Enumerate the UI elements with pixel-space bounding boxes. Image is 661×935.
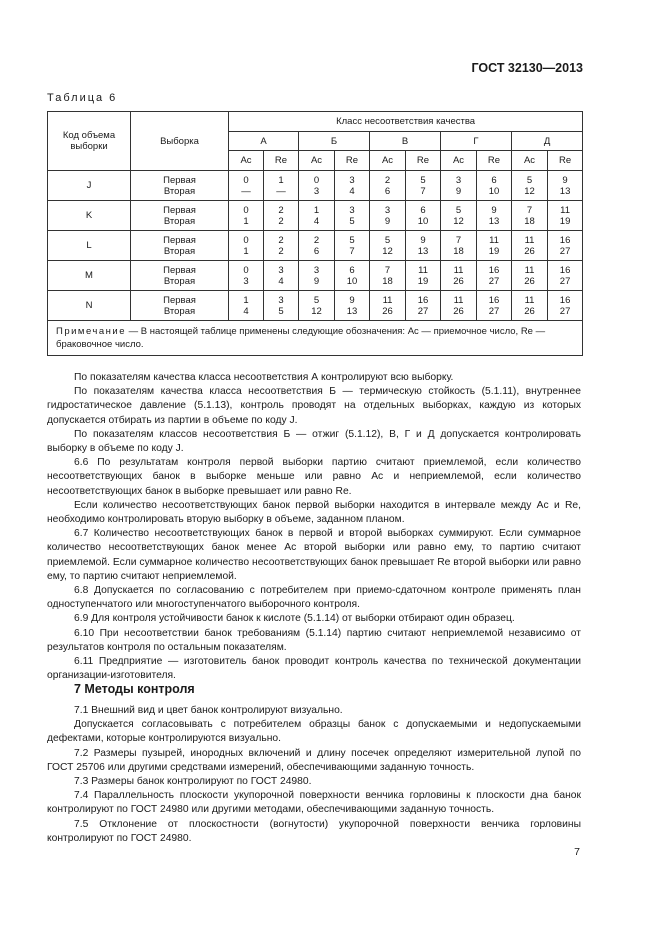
value-first: 5 bbox=[420, 174, 426, 186]
value-second: 1 bbox=[243, 215, 249, 227]
value-second: 18 bbox=[453, 245, 464, 257]
value-first: 0 bbox=[313, 174, 320, 186]
value-second: 26 bbox=[524, 275, 535, 287]
value-first: 5 bbox=[455, 204, 462, 216]
class-header-g: Г bbox=[441, 132, 512, 151]
sample-code-cell: K bbox=[48, 201, 131, 231]
value-cell bbox=[548, 231, 583, 261]
value-second: 12 bbox=[382, 245, 393, 257]
value-second: 27 bbox=[559, 275, 571, 287]
value-cell bbox=[335, 291, 370, 321]
value-first: 1 bbox=[243, 294, 249, 306]
value-first: 16 bbox=[559, 264, 571, 276]
value-first: 3 bbox=[455, 174, 462, 186]
value-second: 26 bbox=[524, 305, 535, 317]
sample-label: Первая bbox=[163, 204, 196, 216]
value-cell bbox=[477, 261, 512, 291]
subheader-ac: Ac bbox=[512, 151, 548, 171]
value-second: 4 bbox=[313, 215, 320, 227]
value-cell bbox=[335, 231, 370, 261]
note-text: — В настоящей таблице применены следующие обозначения: Ac — приемочное число, Re — браковочное число. bbox=[56, 326, 546, 350]
value-first: 16 bbox=[488, 294, 500, 306]
value-first: 11 bbox=[453, 294, 464, 306]
sample-cell bbox=[131, 291, 229, 321]
value-second: 9 bbox=[384, 215, 391, 227]
value-first: 11 bbox=[418, 264, 428, 276]
table-6 bbox=[47, 111, 583, 356]
value-first: 11 bbox=[489, 234, 499, 246]
value-first: 1 bbox=[313, 204, 320, 216]
subheader-ac: Ac bbox=[229, 151, 264, 171]
subheader-re: Re bbox=[477, 151, 512, 171]
class-header-v: В bbox=[370, 132, 441, 151]
value-second: 4 bbox=[278, 275, 284, 287]
value-first: 16 bbox=[488, 264, 500, 276]
paragraph: По показателям качества класса несоответствия Б — термическую стойкость (5.1.11), внутреннее гидростатическое давление (5.1.13), контроль проводят на отдельных выборках, каждую из которых допускается отбирать из партии в объеме по коду J. bbox=[47, 386, 581, 426]
value-second: 26 bbox=[453, 275, 464, 287]
value-cell bbox=[512, 261, 548, 291]
value-second: 1 bbox=[243, 245, 249, 257]
value-cell bbox=[441, 231, 477, 261]
paragraph: Допускается согласовывать с потребителем образцы банок с допускаемыми и недопускаемыми дефектами, которые контролируются визуально. bbox=[47, 719, 581, 745]
value-cell bbox=[264, 291, 299, 321]
value-cell bbox=[406, 201, 441, 231]
value-cell bbox=[299, 201, 335, 231]
value-first: 6 bbox=[491, 174, 497, 186]
value-second: 9 bbox=[455, 185, 462, 197]
value-first: 3 bbox=[349, 204, 355, 216]
value-first: 9 bbox=[562, 174, 568, 186]
value-second: 18 bbox=[524, 215, 535, 227]
value-first: 2 bbox=[313, 234, 320, 246]
value-first: 2 bbox=[384, 174, 391, 186]
subheader-re: Re bbox=[264, 151, 299, 171]
value-second: 4 bbox=[349, 185, 355, 197]
value-second: — bbox=[276, 185, 286, 197]
value-cell bbox=[370, 291, 406, 321]
value-cell bbox=[299, 291, 335, 321]
value-second: 26 bbox=[524, 245, 535, 257]
value-cell bbox=[299, 231, 335, 261]
value-cell bbox=[335, 261, 370, 291]
paragraph: 7.5 Отклонение от плоскостности (вогнутости) укупорочной поверхности венчика горловины контролируют по ГОСТ 24980. bbox=[47, 818, 581, 844]
paragraph: 6.10 При несоответствии банок требованиям (5.1.14) партию считают неприемлемой независимо от результатов контроля по остальным показателям. bbox=[47, 627, 581, 653]
sample-cell bbox=[131, 261, 229, 291]
value-cell bbox=[512, 201, 548, 231]
value-second: 4 bbox=[243, 305, 249, 317]
value-second: 12 bbox=[453, 215, 464, 227]
value-first: 0 bbox=[243, 204, 249, 216]
value-first: 11 bbox=[382, 294, 393, 306]
value-cell bbox=[548, 291, 583, 321]
sample-label: Вторая bbox=[163, 245, 196, 257]
value-second: 3 bbox=[313, 185, 320, 197]
value-first: 3 bbox=[278, 294, 284, 306]
value-first: 2 bbox=[278, 234, 284, 246]
value-first: 7 bbox=[384, 264, 391, 276]
value-second: 6 bbox=[384, 185, 391, 197]
value-cell bbox=[512, 171, 548, 201]
value-first: 5 bbox=[313, 294, 320, 306]
value-second: 13 bbox=[488, 215, 500, 227]
value-cell bbox=[512, 231, 548, 261]
value-first: 16 bbox=[559, 234, 571, 246]
paragraph: По показателям классов несоответствия Б — отжиг (5.1.12), В, Г и Д допускается контролировать выборку в объеме по коду J. bbox=[47, 428, 581, 455]
paragraph: По показателям качества класса несоответствия А контролируют всю выборку. bbox=[74, 372, 454, 383]
table-title: Таблица 6 bbox=[47, 92, 118, 104]
value-second: 19 bbox=[417, 275, 429, 287]
value-second: 27 bbox=[559, 245, 571, 257]
value-cell bbox=[548, 171, 583, 201]
paragraph: 7.2 Размеры пузырей, инородных включений и длину посечек определяют измерительной лупой по ГОСТ 25706 или другими средствами измерений, обеспечивающими заданную точность. bbox=[47, 747, 581, 773]
col-header-sample: Выборка bbox=[131, 112, 229, 171]
value-second: 13 bbox=[417, 245, 429, 257]
value-second: 19 bbox=[559, 215, 571, 227]
value-second: — bbox=[241, 185, 251, 197]
value-first: 16 bbox=[417, 294, 429, 306]
sample-code-cell: J bbox=[48, 171, 131, 201]
value-second: 10 bbox=[346, 275, 358, 287]
sample-code-cell: M bbox=[48, 261, 131, 291]
standard-code: ГОСТ 32130—2013 bbox=[471, 61, 583, 75]
value-first: 16 bbox=[559, 294, 571, 306]
value-cell bbox=[477, 231, 512, 261]
sample-label: Вторая bbox=[163, 305, 196, 317]
value-first: 6 bbox=[420, 204, 426, 216]
value-second: 5 bbox=[349, 215, 355, 227]
subheader-ac: Ac bbox=[441, 151, 477, 171]
value-cell bbox=[264, 171, 299, 201]
value-second: 7 bbox=[420, 185, 426, 197]
value-second: 6 bbox=[313, 245, 320, 257]
value-first: 5 bbox=[384, 234, 391, 246]
value-second: 10 bbox=[417, 215, 429, 227]
subheader-re: Re bbox=[406, 151, 441, 171]
table-row bbox=[48, 201, 583, 231]
value-first: 0 bbox=[243, 264, 249, 276]
value-cell bbox=[370, 201, 406, 231]
paragraph: 6.9 Для контроля устойчивости банок к кислоте (5.1.14) от выборки отбирают один образец. bbox=[74, 613, 515, 625]
value-first: 0 bbox=[243, 234, 249, 246]
value-second: 9 bbox=[313, 275, 320, 287]
paragraph: 7.3 Размеры банок контролируют по ГОСТ 24980. bbox=[74, 776, 312, 788]
value-second: 27 bbox=[417, 305, 429, 317]
paragraph: 6.7 Количество несоответствующих банок в первой и второй выборках суммируют. Если суммарное количество несоответствующих банок менее Ac второй выборки или равно ему, то партию считают приемлемой. Если суммарное количество несоответствующих банок превышает Re второй выборки или равно ему, то партию считают неприемлемой. bbox=[47, 528, 581, 582]
note-label: Примечание bbox=[56, 326, 126, 337]
sample-cell bbox=[131, 171, 229, 201]
sample-code-cell: L bbox=[48, 231, 131, 261]
paragraph: 6.11 Предприятие — изготовитель банок проводит контроль качества по технической документации организации-изготовителя. bbox=[47, 656, 581, 682]
page-number: 7 bbox=[574, 846, 580, 858]
value-first: 3 bbox=[278, 264, 284, 276]
value-cell bbox=[548, 261, 583, 291]
value-first: 7 bbox=[526, 204, 533, 216]
class-header-b: Б bbox=[299, 132, 370, 151]
value-cell bbox=[441, 261, 477, 291]
sample-label: Вторая bbox=[163, 215, 196, 227]
value-cell bbox=[229, 171, 264, 201]
value-first: 9 bbox=[349, 294, 355, 306]
section-7-heading: 7 Методы контроля bbox=[74, 682, 195, 696]
value-cell bbox=[406, 171, 441, 201]
col-header-quality-class: Класс несоответствия качества bbox=[229, 112, 583, 132]
value-first: 11 bbox=[524, 234, 535, 246]
value-first: 3 bbox=[349, 174, 355, 186]
value-second: 3 bbox=[243, 275, 249, 287]
value-cell bbox=[370, 261, 406, 291]
value-second: 19 bbox=[488, 245, 500, 257]
value-second: 27 bbox=[559, 305, 571, 317]
value-cell bbox=[335, 201, 370, 231]
value-cell bbox=[512, 291, 548, 321]
value-first: 11 bbox=[560, 204, 570, 216]
subheader-re: Re bbox=[335, 151, 370, 171]
body-text bbox=[47, 371, 581, 683]
value-second: 10 bbox=[488, 185, 500, 197]
value-second: 7 bbox=[349, 245, 355, 257]
value-first: 5 bbox=[349, 234, 355, 246]
subheader-re: Re bbox=[548, 151, 583, 171]
sample-cell bbox=[131, 201, 229, 231]
value-cell bbox=[441, 201, 477, 231]
value-second: 26 bbox=[453, 305, 464, 317]
value-cell bbox=[477, 291, 512, 321]
table-note bbox=[48, 321, 583, 356]
value-first: 2 bbox=[278, 204, 284, 216]
value-cell bbox=[406, 291, 441, 321]
value-first: 11 bbox=[524, 294, 535, 306]
value-cell bbox=[335, 171, 370, 201]
table-row bbox=[48, 171, 583, 201]
value-first: 11 bbox=[453, 264, 464, 276]
value-cell bbox=[441, 171, 477, 201]
sample-label: Вторая bbox=[163, 275, 196, 287]
subheader-ac: Ac bbox=[370, 151, 406, 171]
value-first: 3 bbox=[384, 204, 391, 216]
value-first: 1 bbox=[278, 174, 284, 186]
value-cell bbox=[370, 171, 406, 201]
sample-code-cell: N bbox=[48, 291, 131, 321]
value-second: 2 bbox=[278, 245, 284, 257]
paragraph: 6.6 По результатам контроля первой выборки партию считают приемлемой, если количество несоответствующих банок в выборке меньше или равно Ac и неприемлемой, если количество несоответствующих банок в выборке превышает или равно Re. bbox=[47, 457, 581, 497]
value-first: 9 bbox=[420, 234, 426, 246]
value-cell bbox=[299, 261, 335, 291]
value-first: 0 bbox=[243, 174, 249, 186]
sample-label: Первая bbox=[163, 264, 196, 276]
value-second: 27 bbox=[488, 275, 500, 287]
value-second: 12 bbox=[524, 185, 535, 197]
value-second: 2 bbox=[278, 215, 284, 227]
value-cell bbox=[370, 231, 406, 261]
col-header-code: Код объема выборки bbox=[48, 112, 131, 171]
section-7-text bbox=[47, 704, 581, 846]
value-cell bbox=[264, 201, 299, 231]
paragraph: Если количество несоответствующих банок первой выборки находится в интервале между Ac и Re, необходимо контролировать вторую выборку в объеме, заданном планом. bbox=[47, 499, 581, 526]
paragraph: 7.1 Внешний вид и цвет банок контролируют визуально. bbox=[74, 705, 343, 716]
value-first: 9 bbox=[491, 204, 497, 216]
value-first: 5 bbox=[526, 174, 533, 186]
value-first: 3 bbox=[313, 264, 320, 276]
paragraph: 7.4 Параллельность плоскости укупорочной поверхности венчика горловины к плоскости дна банок контролируют по ГОСТ 24980 или другими методами, обеспечивающими заданную точность. bbox=[47, 790, 581, 816]
value-first: 11 bbox=[524, 264, 535, 276]
value-second: 13 bbox=[559, 185, 571, 197]
value-cell bbox=[406, 231, 441, 261]
value-cell bbox=[406, 261, 441, 291]
class-header-a: А bbox=[229, 132, 299, 151]
value-second: 18 bbox=[382, 275, 393, 287]
sample-label: Первая bbox=[163, 174, 196, 186]
value-cell bbox=[477, 201, 512, 231]
value-cell bbox=[229, 231, 264, 261]
sample-cell bbox=[131, 231, 229, 261]
value-cell bbox=[548, 201, 583, 231]
value-first: 6 bbox=[349, 264, 355, 276]
value-cell bbox=[229, 291, 264, 321]
value-cell bbox=[229, 201, 264, 231]
class-header-d: Д bbox=[512, 132, 583, 151]
value-cell bbox=[229, 261, 264, 291]
value-second: 12 bbox=[311, 305, 322, 317]
value-cell bbox=[441, 291, 477, 321]
value-cell bbox=[264, 261, 299, 291]
table-row bbox=[48, 291, 583, 321]
value-cell bbox=[264, 231, 299, 261]
paragraph: 6.8 Допускается по согласованию с потребителем при приемо-сдаточном контроле применять план одноступенчатого или многоступенчатого выборочного контроля. bbox=[47, 585, 581, 611]
value-second: 26 bbox=[382, 305, 393, 317]
table-row bbox=[48, 261, 583, 291]
sample-label: Вторая bbox=[163, 185, 196, 197]
value-second: 13 bbox=[346, 305, 358, 317]
table-row bbox=[48, 231, 583, 261]
value-first: 7 bbox=[455, 234, 462, 246]
sample-label: Первая bbox=[163, 234, 196, 246]
value-cell bbox=[299, 171, 335, 201]
subheader-ac: Ac bbox=[299, 151, 335, 171]
value-cell bbox=[477, 171, 512, 201]
value-second: 5 bbox=[278, 305, 284, 317]
sample-label: Первая bbox=[163, 294, 196, 306]
value-second: 27 bbox=[488, 305, 500, 317]
